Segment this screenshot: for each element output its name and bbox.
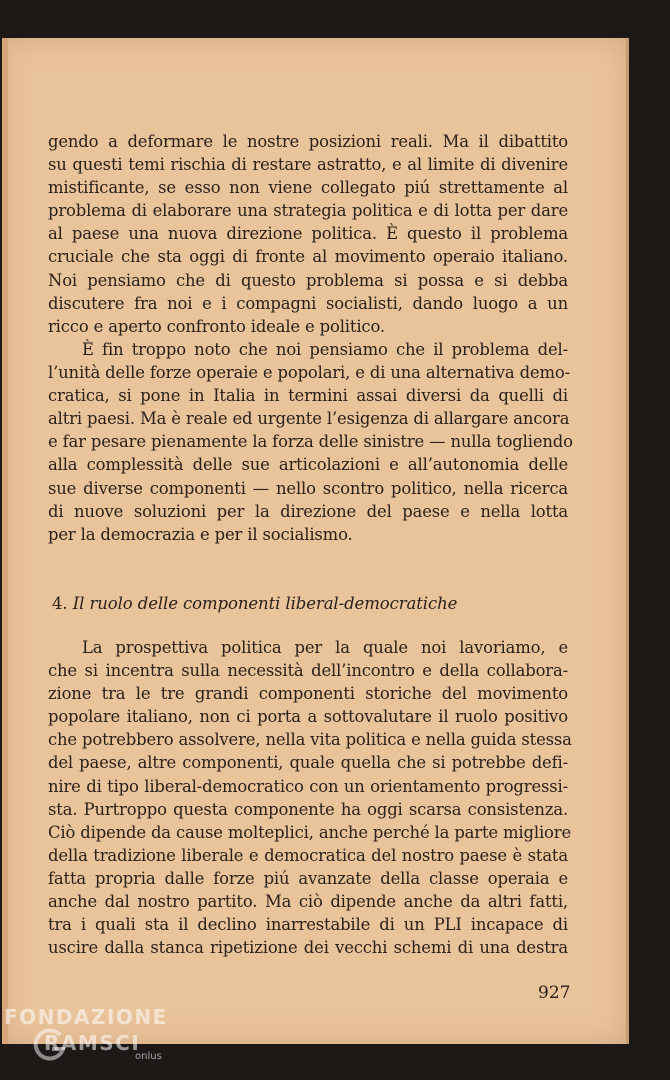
book-page — [2, 38, 629, 1044]
text-line: cruciale che sta oggi di fronte al movimento operaio italiano. — [48, 247, 568, 267]
text-line: sue diverse componenti — nello scontro politico, nella ricerca — [48, 478, 568, 498]
page-number: 927 — [538, 983, 571, 1003]
paragraph-2 — [48, 338, 573, 546]
text-line: alla complessità delle sue articolazioni e all’autonomia delle — [48, 455, 568, 475]
text-line: su questi temi rischia di restare astratto, e al limite di divenire — [48, 155, 568, 175]
text-line: sta. Purtroppo questa componente ha oggi scarsa consistenza. — [48, 799, 568, 819]
text-line: al paese una nuova direzione politica. È questo il problema — [48, 224, 568, 244]
watermark-line-2: RAMSCI — [44, 1031, 141, 1055]
text-line: della tradizione liberale e democratica del nostro paese è stata — [48, 845, 568, 865]
text-line: problema di elaborare una strategia politica e di lotta per dare — [48, 201, 568, 221]
text-line: per la democrazia e per il socialismo. — [48, 524, 353, 544]
text-line: e far pesare pienamente la forza delle sinistre — nulla togliendo — [48, 432, 573, 452]
watermark-line-1: FONDAZIONE — [4, 1005, 168, 1029]
section-number: 4. — [52, 594, 68, 613]
text-line: Noi pensiamo che di questo problema si possa e si debba — [48, 270, 568, 290]
section-heading — [52, 594, 457, 613]
watermark-suffix: onlus — [135, 1051, 162, 1062]
text-line: l’unità delle forze operaie e popolari, e di una alternativa demo- — [48, 363, 570, 383]
text-line: uscire dalla stanca ripetizione dei vecchi schemi di una destra — [48, 938, 568, 958]
text-line: popolare italiano, non ci porta a sottovalutare il ruolo positivo — [48, 707, 568, 727]
text-line: È fin troppo noto che noi pensiamo che il problema del- — [82, 340, 568, 359]
text-line: che potrebbero assolvere, nella vita politica e nella guida stessa — [48, 730, 572, 750]
text-line: ricco e aperto confronto ideale e politico. — [48, 316, 385, 336]
section-title: Il ruolo delle componenti liberal-democratiche — [72, 594, 458, 613]
text-line: gendo a deformare le nostre posizioni reali. Ma il dibattito — [48, 132, 568, 151]
text-line: tra i quali sta il declino inarrestabile di un PLI incapace di — [48, 915, 568, 935]
text-line: di nuove soluzioni per la direzione del paese e nella lotta — [48, 501, 568, 521]
paragraph-1 — [48, 130, 568, 338]
page-edge — [2, 38, 8, 1044]
text-line: altri paesi. Ma è reale ed urgente l’esigenza di allargare ancora — [48, 409, 570, 429]
text-line: Ciò dipende da cause molteplici, anche perché la parte migliore — [48, 822, 571, 842]
text-line: nire di tipo liberal-democratico con un orientamento progressi- — [48, 776, 568, 796]
text-line: anche dal nostro partito. Ma ciò dipende anche da altri fatti, — [48, 892, 568, 912]
text-line: mistificante, se esso non viene collegato piú strettamente al — [48, 178, 568, 198]
text-line: cratica, si pone in Italia in termini assai diversi da quelli di — [48, 386, 568, 406]
text-line: La prospettiva politica per la quale noi lavoriamo, e — [82, 638, 568, 657]
text-line: discutere fra noi e i compagni socialisti, dando luogo a un — [48, 293, 568, 313]
text-line: fatta propria dalle forze piú avanzate della classe operaia e — [48, 868, 568, 888]
text-line: che si incentra sulla necessità dell’incontro e della collabora- — [48, 661, 568, 681]
text-line: del paese, altre componenti, quale quella che si potrebbe defi- — [48, 753, 568, 773]
text-line: zione tra le tre grandi componenti storiche del movimento — [48, 684, 568, 704]
paragraph-3 — [48, 636, 572, 959]
fondazione-gramsci-watermark — [4, 1005, 168, 1062]
